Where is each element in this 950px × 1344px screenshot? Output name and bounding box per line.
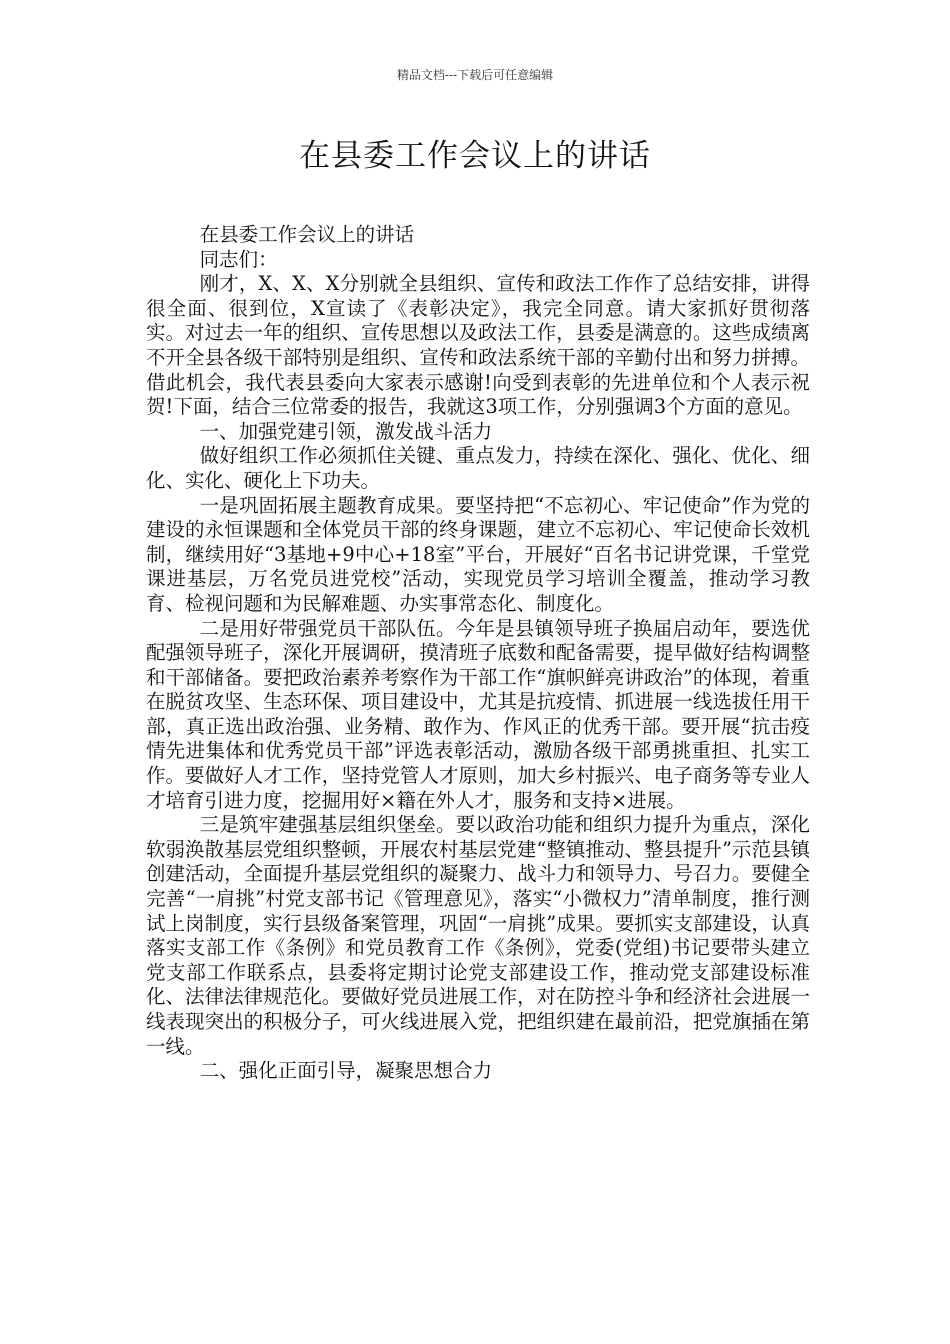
- section-heading-2: 二、强化正面引导，凝聚思想合力: [199, 1059, 493, 1083]
- paragraph-section-1-intro: 做好组织工作必须抓住关键、重点发力，持续在深化、强化、优化、细化、实化、硬化上下功夫。: [146, 444, 810, 492]
- paragraph-opening: 刚才，X、X、X分别就全县组织、宣传和政法工作作了总结安排，讲得很全面、很到位，X宣读了《表彰决定》，我完全同意。请大家抓好贯彻落实。对过去一年的组织、宣传思想以及政法工作，县委是满意的。这些成绩离不开全县各级干部特别是组织、宣传和政法系统干部的辛勤付出和努力拼搏。借此机会，我代表县委向大家表示感谢!向受到表彰的先进单位和个人表示祝贺!下面，结合三位常委的报告，我就这3项工作，分别强调3个方面的意见。: [146, 272, 810, 419]
- page-header-note: 精品文档---下载后可任意编辑: [396, 68, 554, 82]
- document-body: [146, 223, 810, 1084]
- document-title: 在县委工作会议上的讲话: [299, 138, 651, 174]
- body-subtitle: 在县委工作会议上的讲话: [199, 223, 415, 246]
- salutation: 同志们：: [199, 247, 278, 271]
- paragraph-point-3: 三是筑牢建强基层组织堡垒。要以政治功能和组织力提升为重点，深化软弱涣散基层党组织整顿，开展农村基层党建“整镇推动、整县提升”示范县镇创建活动，全面提升基层党组织的凝聚力、战斗力和领导力、号召力。要健全完善“一肩挑”村党支部书记《管理意见》，落实“小微权力”清单制度，推行测试上岗制度，实行县级备案管理，巩固“一肩挑”成果。要抓实支部建设，认真落实支部工作《条例》和党员教育工作《条例》，党委(党组)书记要带头建立党支部工作联系点，县委将定期讨论党支部建设工作，推动党支部建设标准化、法律法律规范化。要做好党员进展工作，对在防控斗争和经济社会进展一线表现突出的积极分子，可火线进展入党，把组织建在最前沿，把党旗插在第一线。: [146, 813, 810, 1058]
- paragraph-point-2: 二是用好带强党员干部队伍。今年是县镇领导班子换届启动年，要选优配强领导班子，深化开展调研，摸清班子底数和配备需要，提早做好结构调整和干部储备。要把政治素养考察作为干部工作“旗帜鲜亮讲政治”的体现，着重在脱贫攻坚、生态环保、项目建设中，尤其是抗疫情、抓进展一线选拔任用干部，真正选出政治强、业务精、敢作为、作风正的优秀干部。要开展“抗击疫情先进集体和优秀党员干部”评选表彰活动，激励各级干部勇挑重担、扎实工作。要做好人才工作，坚持党管人才原则，加大乡村振兴、电子商务等专业人才培育引进力度，挖掘用好×籍在外人才，服务和支持×进展。: [146, 616, 810, 812]
- section-heading-1: 一、加强党建引领，激发战斗活力: [199, 419, 493, 443]
- paragraph-point-1: 一是巩固拓展主题教育成果。要坚持把“不忘初心、牢记使命”作为党的建设的永恒课题和全体党员干部的终身课题，建立不忘初心、牢记使命长效机制，继续用好“3基地+9中心+18室”平台，开展好“百名书记讲党课，千堂党课进基层，万名党员进党校”活动，实现党员学习培训全覆盖，推动学习教育、检视问题和为民解难题、办实事常态化、制度化。: [146, 493, 810, 615]
